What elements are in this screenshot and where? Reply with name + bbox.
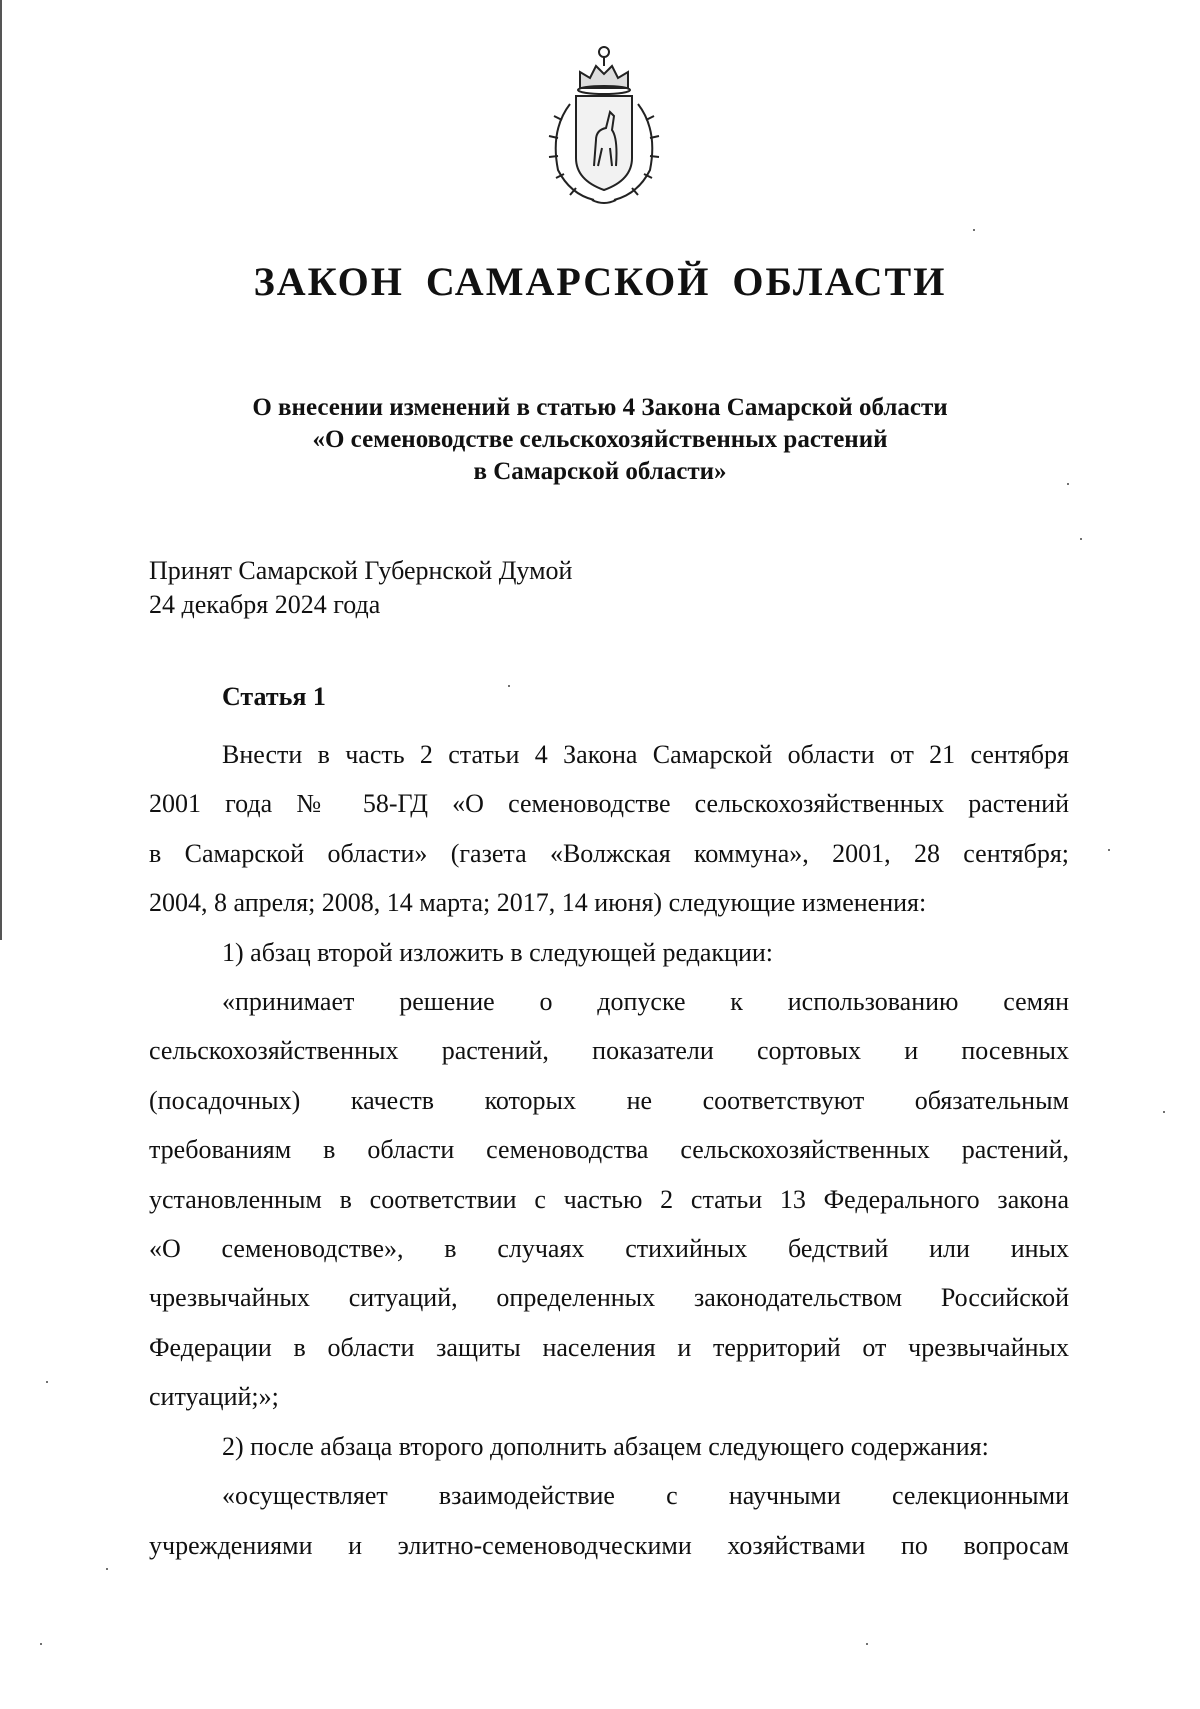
article-paragraph bbox=[149, 1422, 1069, 1471]
scan-speck bbox=[1080, 538, 1082, 540]
article-body bbox=[149, 730, 1069, 1570]
text-line: ситуаций;»; bbox=[149, 1382, 279, 1412]
text-line: Федерации в области защиты населения и территорий от чрезвычайных bbox=[149, 1332, 1069, 1362]
adoption-info bbox=[149, 554, 572, 622]
article-paragraph bbox=[149, 1471, 1069, 1570]
law-subtitle bbox=[0, 392, 1200, 488]
text-line: «осуществляет взаимодействие с научными селекционными bbox=[222, 1481, 1069, 1511]
article-paragraph bbox=[149, 977, 1069, 1422]
coat-of-arms-emblem bbox=[536, 38, 672, 208]
text-line: Внести в часть 2 статьи 4 Закона Самарской области от 21 сентября bbox=[222, 740, 1069, 769]
scan-speck bbox=[508, 685, 510, 687]
text-line: сельскохозяйственных растений, показатели сортовых и посевных bbox=[149, 1036, 1069, 1066]
text-line: «принимает решение о допуске к использованию семян bbox=[222, 987, 1069, 1017]
text-line: установленным в соответствии с частью 2 статьи 13 Федерального закона bbox=[149, 1184, 1069, 1214]
scan-speck bbox=[1108, 849, 1110, 851]
scan-speck bbox=[40, 1643, 42, 1645]
text-line: (посадочных) качеств которых не соответствуют обязательным bbox=[149, 1085, 1069, 1115]
scan-speck bbox=[106, 1568, 108, 1570]
scan-speck bbox=[1163, 1111, 1165, 1113]
article-heading: Статья 1 bbox=[222, 682, 326, 711]
subtitle-line: в Самарской области» bbox=[473, 458, 727, 485]
text-line: 2) после абзаца второго дополнить абзацем следующего содержания: bbox=[222, 1431, 989, 1461]
text-line: 2001 года № 58-ГД «О семеноводстве сельскохозяйственных растений bbox=[149, 789, 1069, 819]
subtitle-line: «О семеноводстве сельскохозяйственных растений bbox=[312, 426, 888, 453]
text-line: учреждениями и элитно-семеноводческими хозяйствами по вопросам bbox=[149, 1530, 1069, 1560]
text-line: 2004, 8 апреля; 2008, 14 марта; 2017, 14 июня) следующие изменения: bbox=[149, 888, 927, 918]
text-line: требованиям в области семеноводства сельскохозяйственных растений, bbox=[149, 1135, 1069, 1165]
adopted-date-line: 24 декабря 2024 года bbox=[149, 590, 381, 619]
subtitle-line: О внесении изменений в статью 4 Закона Самарской области bbox=[252, 394, 948, 421]
scan-speck bbox=[866, 1643, 868, 1645]
law-title: ЗАКОН САМАРСКОЙ ОБЛАСТИ bbox=[253, 259, 947, 304]
text-line: чрезвычайных ситуаций, определенных законодательством Российской bbox=[149, 1283, 1069, 1313]
scan-speck bbox=[1067, 483, 1069, 485]
text-line: 1) абзац второй изложить в следующей редакции: bbox=[222, 937, 774, 967]
article-paragraph bbox=[149, 928, 1069, 977]
adopted-by-line: Принят Самарской Губернской Думой bbox=[149, 556, 573, 585]
article-paragraph bbox=[149, 730, 1069, 928]
scan-speck bbox=[46, 1381, 48, 1383]
text-line: в Самарской области» (газета «Волжская коммуна», 2001, 28 сентября; bbox=[149, 838, 1069, 868]
text-line: «О семеноводстве», в случаях стихийных бедствий или иных bbox=[149, 1234, 1069, 1264]
scan-speck bbox=[973, 229, 975, 231]
